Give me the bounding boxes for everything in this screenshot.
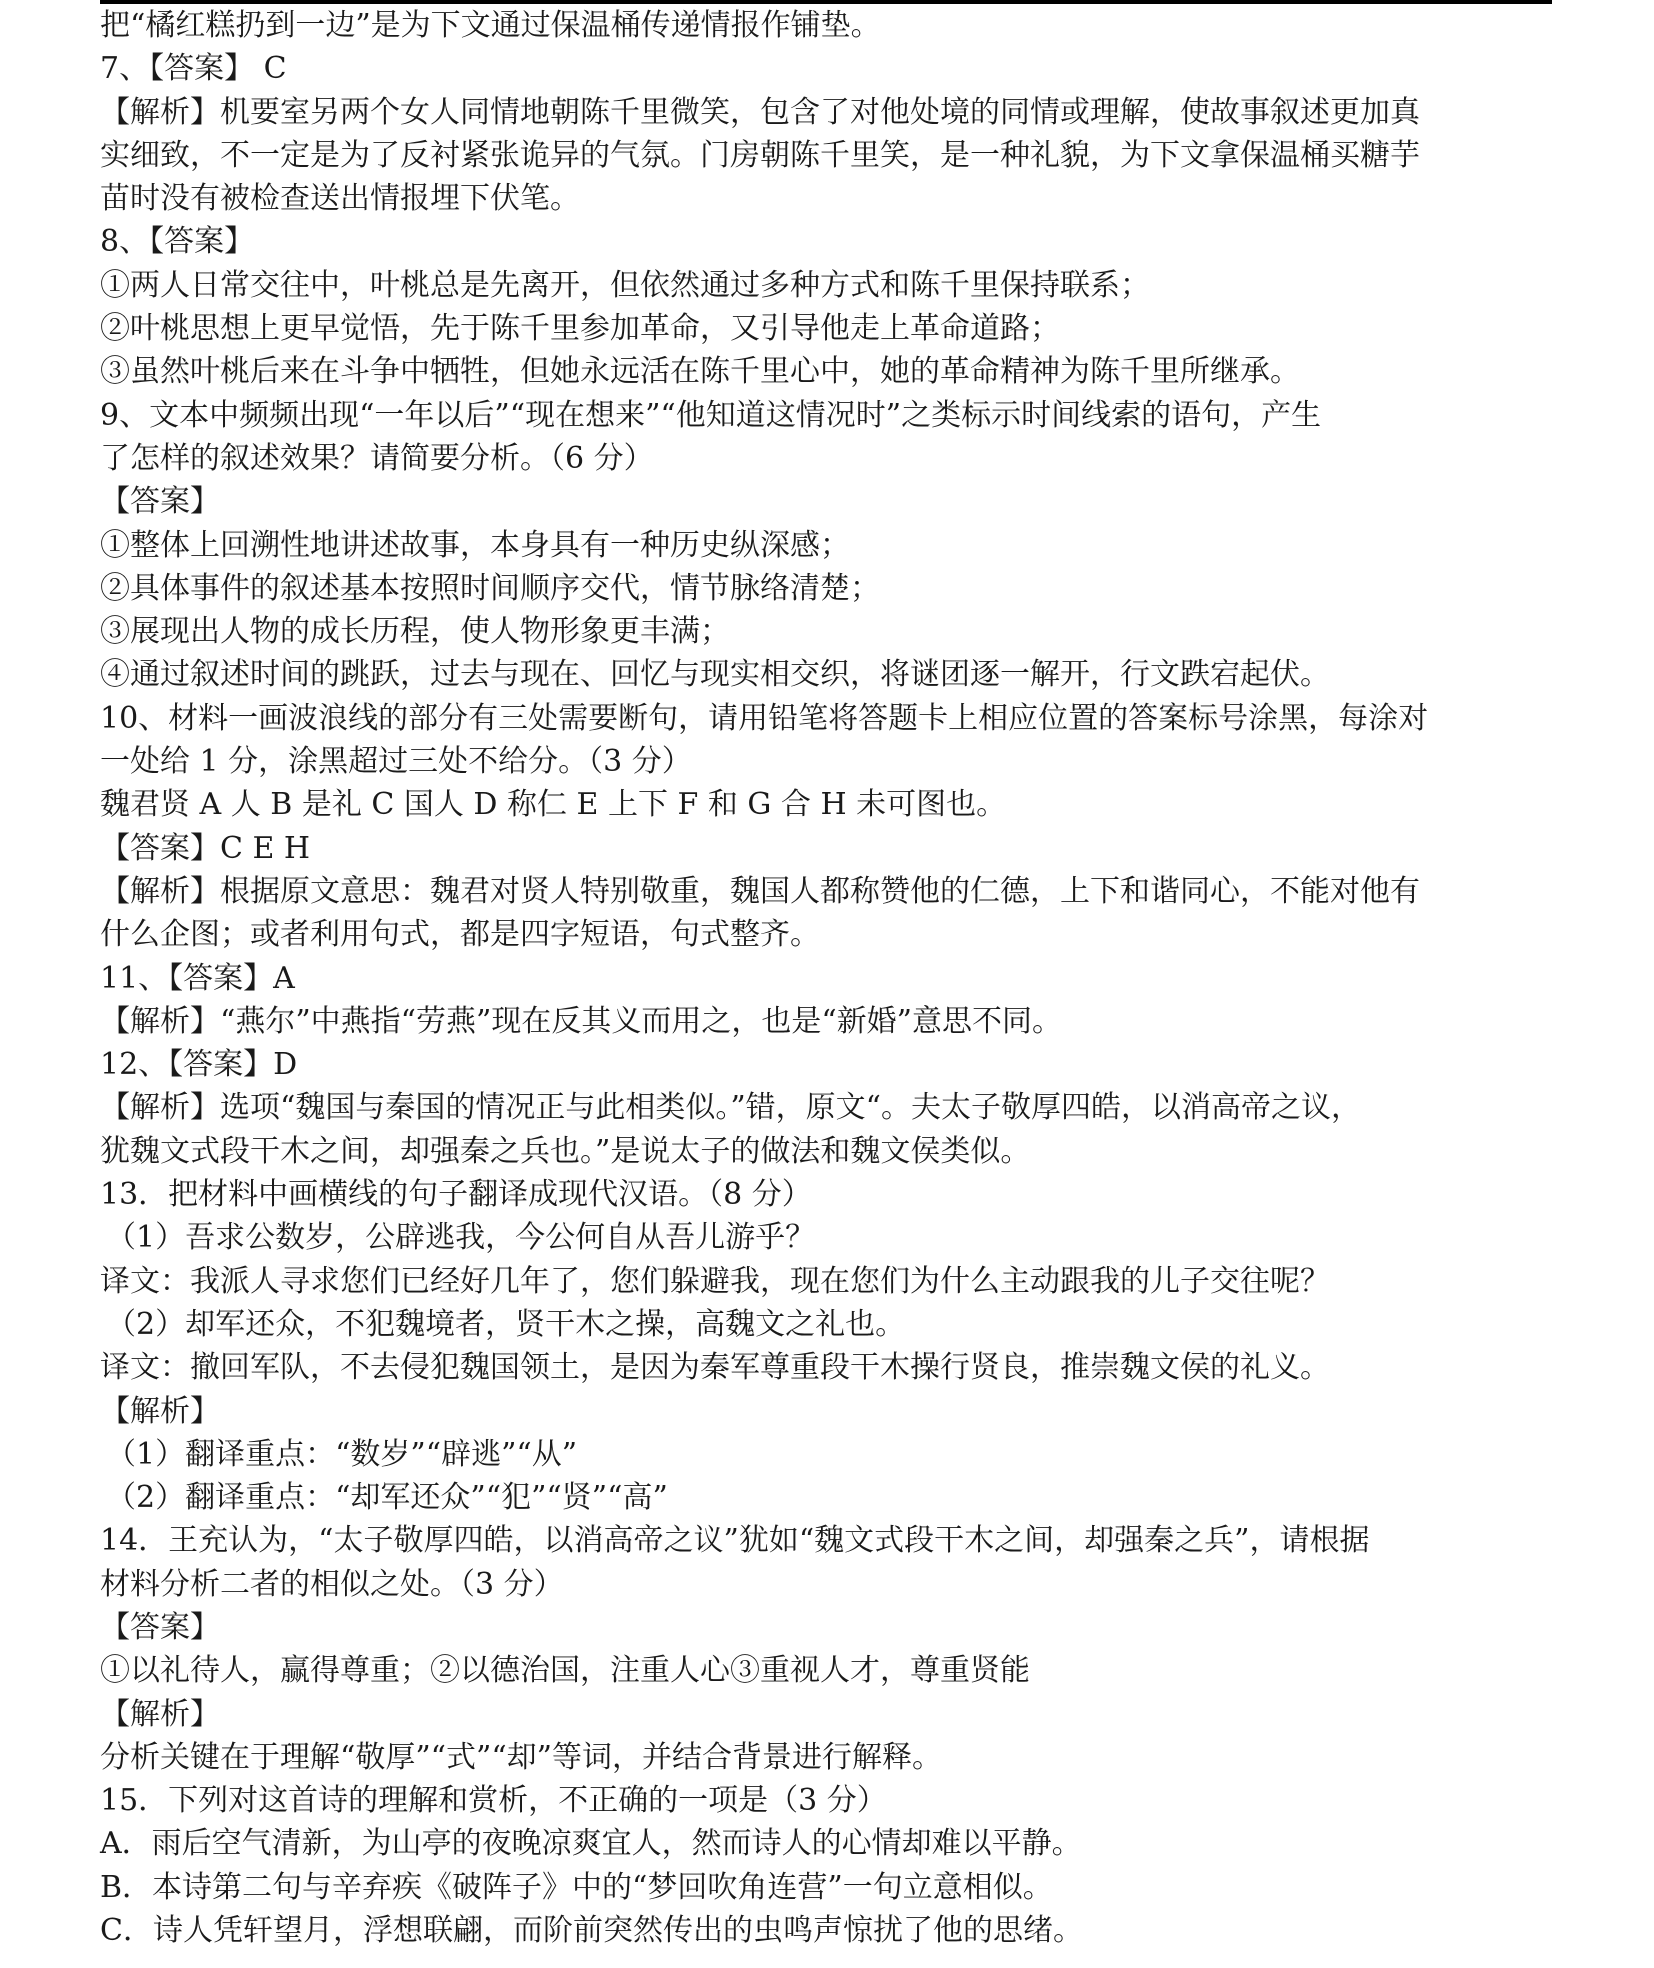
text-line: 苗时没有被检查送出情报埋下伏笔。 bbox=[100, 181, 580, 217]
text-line: （1）翻译重点：“数岁”“辟逃”“从” bbox=[106, 1436, 578, 1472]
analysis-heading: 【解析】 bbox=[100, 1393, 220, 1429]
question-14: 14．王充认为，“太子敬厚四皓，以消高帝之议”犹如“魏文式段干木之间，却强秦之兵”，请根据 bbox=[100, 1523, 1370, 1559]
text-line: 了怎样的叙述效果？请简要分析。（6 分） bbox=[100, 440, 654, 476]
answer-heading: 【答案】 bbox=[100, 484, 220, 520]
analysis-heading: 【解析】 bbox=[100, 1696, 220, 1732]
text-line: ②叶桃思想上更早觉悟，先于陈千里参加革命，又引导他走上革命道路； bbox=[100, 311, 1060, 347]
answer-heading: 【答案】 bbox=[100, 1609, 220, 1645]
text-line: 把“橘红糕扔到一边”是为下文通过保温桶传递情报作铺垫。 bbox=[100, 8, 881, 43]
option-c: C．诗人凭轩望月，浮想联翩，而阶前突然传出的虫鸣声惊扰了他的思绪。 bbox=[100, 1913, 1083, 1949]
text-line: ③虽然叶桃后来在斗争中牺牲，但她永远活在陈千里心中，她的革命精神为陈千里所继承。 bbox=[100, 354, 1300, 390]
text-line: ①以礼待人，赢得尊重；②以德治国，注重人心③重视人才，尊重贤能 bbox=[100, 1653, 1030, 1689]
text-line: 实细致，不一定是为了反衬紧张诡异的气氛。门房朝陈千里笑，是一种礼貌，为下文拿保温桶买糖芋 bbox=[100, 137, 1420, 173]
question-13: 13．把材料中画横线的句子翻译成现代汉语。（8 分） bbox=[100, 1177, 812, 1213]
question-11-answer: 11、【答案】A bbox=[100, 960, 295, 996]
text-line: ①两人日常交往中，叶桃总是先离开，但依然通过多种方式和陈千里保持联系； bbox=[100, 267, 1150, 303]
text-line: 【解析】根据原文意思：魏君对贤人特别敬重，魏国人都称赞他的仁德，上下和谐同心，不能对他有 bbox=[100, 873, 1420, 909]
text-line: 【解析】机要室另两个女人同情地朝陈千里微笑，包含了对他处境的同情或理解，使故事叙述更加真 bbox=[100, 94, 1420, 130]
answer-heading: 【答案】C E H bbox=[100, 830, 311, 866]
text-line: ③展现出人物的成长历程，使人物形象更丰满； bbox=[100, 614, 730, 650]
question-15: 15．下列对这首诗的理解和赏析，不正确的一项是（3 分） bbox=[100, 1783, 887, 1819]
document-body bbox=[100, 4, 1558, 1952]
question-12-answer: 12、【答案】D bbox=[100, 1047, 298, 1083]
question-9: 9、文本中频频出现“一年以后”“现在想来”“他知道这情况时”之类标示时间线索的语句，产生 bbox=[100, 397, 1322, 433]
text-line: 译文：我派人寻求您们已经好几年了，您们躲避我，现在您们为什么主动跟我的儿子交往呢？ bbox=[100, 1263, 1330, 1299]
question-8-answer: 8、【答案】 bbox=[100, 224, 255, 260]
text-line: ④通过叙述时间的跳跃，过去与现在、回忆与现实相交织，将谜团逐一解开，行文跌宕起伏。 bbox=[100, 657, 1330, 693]
question-7-answer: 7、【答案】 C bbox=[100, 51, 287, 87]
text-line: ②具体事件的叙述基本按照时间顺序交代，情节脉络清楚； bbox=[100, 570, 880, 606]
text-line: （2）翻译重点：“却军还众”“犯”“贤”“高” bbox=[106, 1480, 668, 1516]
text-line: 魏君贤 A 人 B 是礼 C 国人 D 称仁 E 上下 F 和 G 合 H 未可图也。 bbox=[100, 787, 1007, 823]
text-line: （2）却军还众，不犯魏境者，贤干木之操，高魏文之礼也。 bbox=[106, 1306, 906, 1342]
text-line: 什么企图；或者利用句式，都是四字短语，句式整齐。 bbox=[100, 917, 820, 953]
text-line: 译文：撤回军队，不去侵犯魏国领土，是因为秦军尊重段干木操行贤良，推崇魏文侯的礼义。 bbox=[100, 1350, 1330, 1386]
text-line: 材料分析二者的相似之处。（3 分） bbox=[100, 1566, 564, 1602]
text-line: 一处给 1 分，涂黑超过三处不给分。（3 分） bbox=[100, 744, 692, 780]
text-line: ①整体上回溯性地讲述故事，本身具有一种历史纵深感； bbox=[100, 527, 850, 563]
text-line: 分析关键在于理解“敬厚”“式”“却”等词，并结合背景进行解释。 bbox=[100, 1739, 943, 1775]
text-line: 【解析】选项“魏国与秦国的情况正与此相类似。”错，原文“。夫太子敬厚四皓，以消高帝之议， bbox=[100, 1090, 1362, 1126]
text-line: （1）吾求公数岁，公辟逃我，今公何自从吾儿游乎？ bbox=[106, 1220, 816, 1256]
text-line: 【解析】“燕尔”中燕指“劳燕”现在反其义而用之，也是“新婚”意思不同。 bbox=[100, 1003, 1063, 1039]
text-line: 犹魏文式段干木之间，却强秦之兵也。”是说太子的做法和魏文侯类似。 bbox=[100, 1133, 1031, 1169]
option-b: B．本诗第二句与辛弃疾《破阵子》中的“梦回吹角连营”一句立意相似。 bbox=[100, 1869, 1053, 1905]
question-10: 10、材料一画波浪线的部分有三处需要断句，请用铅笔将答题卡上相应位置的答案标号涂黑，每涂对 bbox=[100, 700, 1429, 736]
option-a: A．雨后空气清新，为山亭的夜晚凉爽宜人，然而诗人的心情却难以平静。 bbox=[100, 1826, 1082, 1862]
